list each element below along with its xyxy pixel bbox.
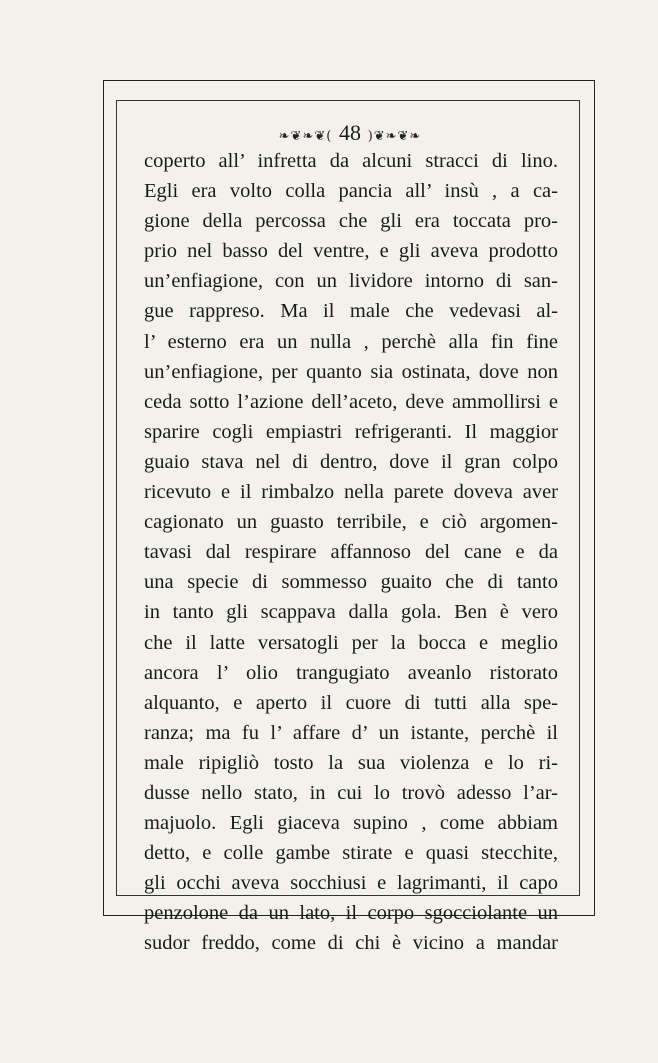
text-line: un’enfiagione, per quanto sia ostinata, dove non: [144, 360, 558, 383]
text-line: dusse nello stato, in cui lo trovò adesso l’ar-: [144, 781, 558, 804]
text-line: in tanto gli scappava dalla gola. Ben è vero: [144, 601, 558, 624]
text-line: gione della percossa che gli era toccata pro-: [144, 210, 558, 233]
text-line: penzolone da un lato, il corpo sgocciolante un: [144, 902, 558, 925]
text-line: gli occhi aveva socchiusi e lagrimanti, il capo: [144, 872, 558, 895]
text-line: majuolo. Egli giaceva supino , come abbiam: [144, 812, 558, 835]
text-line: alquanto, e aperto il cuore di tutti alla spe-: [144, 691, 558, 714]
text-line: Egli era volto colla pancia all’ insù , a ca-: [144, 180, 558, 203]
text-line: sparire cogli empiastri refrigeranti. Il maggior: [144, 420, 558, 443]
text-line: una specie di sommesso guaito che di tanto: [144, 571, 558, 594]
text-line: gue rappreso. Ma il male che vedevasi al-: [144, 300, 558, 323]
text-line: ceda sotto l’azione dell’aceto, deve ammollirsi e: [144, 390, 558, 413]
text-line: ricevuto e il rimbalzo nella parete doveva aver: [144, 481, 558, 504]
text-line: cagionato un guasto terribile, e ciò argomen-: [144, 511, 558, 534]
text-line: detto, e colle gambe stirate e quasi stecchite,: [144, 842, 558, 865]
ornament-left-icon: ❧❦❧❦(: [278, 129, 333, 144]
ornament-right-icon: )❦❧❦❧: [367, 129, 422, 144]
text-line: che il latte versatogli per la bocca e meglio: [144, 631, 558, 654]
text-line: tavasi dal respirare affannoso del cane e da: [144, 541, 558, 564]
text-line: prio nel basso del ventre, e gli aveva prodotto: [144, 240, 558, 263]
text-line: sudor freddo, come di chi è vicino a mandar: [144, 932, 558, 955]
text-line: ranza; ma fu l’ affare d’ un istante, perchè il: [144, 721, 558, 744]
text-line: un’enfiagione, con un lividore intorno di san-: [144, 270, 558, 293]
page-number: 48: [339, 120, 361, 145]
text-line: ancora l’ olio trangugiato aveanlo ristorato: [144, 661, 558, 684]
body-text: [144, 146, 558, 959]
text-line: guaio stava nel di dentro, dove il gran colpo: [144, 450, 558, 473]
text-line: male ripigliò tosto la sua violenza e lo ri-: [144, 751, 558, 774]
text-line: coperto all’ infretta da alcuni stracci di lino.: [144, 150, 558, 172]
text-line: l’ esterno era un nulla , perchè alla fin fine: [144, 330, 558, 353]
